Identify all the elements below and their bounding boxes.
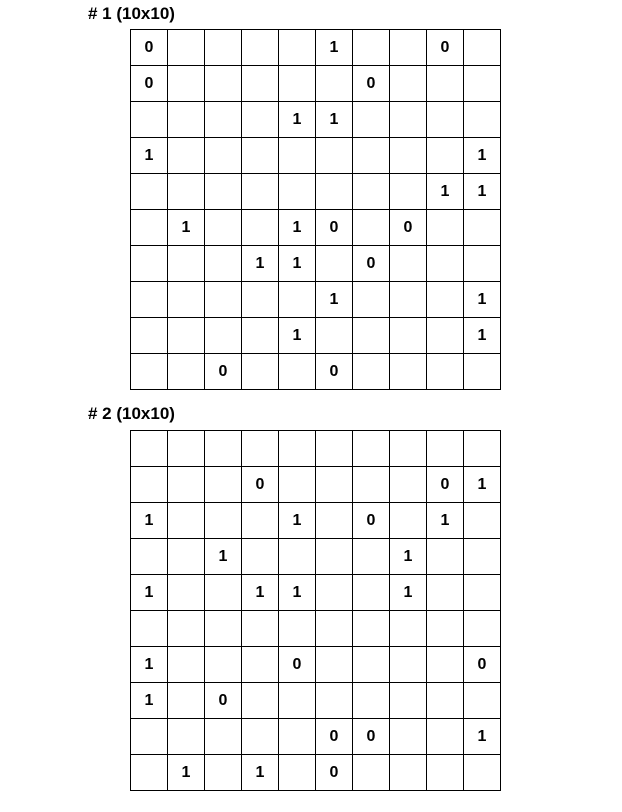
- grid-cell[interactable]: [353, 282, 390, 318]
- grid-cell[interactable]: [427, 354, 464, 390]
- grid-cell[interactable]: [316, 318, 353, 354]
- grid-cell[interactable]: 1: [131, 575, 168, 611]
- grid-row: [131, 431, 501, 467]
- grid-cell[interactable]: [242, 210, 279, 246]
- grid-cell[interactable]: [464, 683, 501, 719]
- grid-cell[interactable]: 0: [390, 210, 427, 246]
- grid-cell[interactable]: [242, 683, 279, 719]
- grid-cell[interactable]: [427, 138, 464, 174]
- grid-cell[interactable]: 1: [427, 174, 464, 210]
- grid-cell[interactable]: [316, 66, 353, 102]
- grid-cell[interactable]: [316, 611, 353, 647]
- grid-cell[interactable]: [168, 575, 205, 611]
- grid-cell[interactable]: [390, 611, 427, 647]
- grid-row: [131, 138, 501, 174]
- grid-cell[interactable]: [242, 66, 279, 102]
- grid-cell[interactable]: [242, 503, 279, 539]
- grid-cell[interactable]: [390, 503, 427, 539]
- grid-cell[interactable]: [242, 539, 279, 575]
- puzzle-1-title: # 1 (10x10): [88, 4, 175, 23]
- grid-row: [131, 719, 501, 755]
- grid-cell[interactable]: [279, 683, 316, 719]
- grid-cell[interactable]: [427, 539, 464, 575]
- grid-cell[interactable]: [168, 174, 205, 210]
- grid-cell[interactable]: [205, 719, 242, 755]
- grid-row: [131, 467, 501, 503]
- grid-cell[interactable]: [168, 246, 205, 282]
- grid-cell[interactable]: [390, 683, 427, 719]
- grid-cell[interactable]: [390, 647, 427, 683]
- grid-cell[interactable]: 0: [427, 30, 464, 66]
- grid-cell[interactable]: 0: [131, 30, 168, 66]
- grid-cell[interactable]: [353, 611, 390, 647]
- grid-cell[interactable]: [390, 30, 427, 66]
- grid-cell[interactable]: [353, 683, 390, 719]
- grid-cell[interactable]: 1: [464, 719, 501, 755]
- grid-cell[interactable]: [427, 66, 464, 102]
- grid-cell[interactable]: [427, 210, 464, 246]
- grid-cell[interactable]: [205, 467, 242, 503]
- grid-cell[interactable]: 1: [279, 575, 316, 611]
- grid-cell[interactable]: 1: [427, 503, 464, 539]
- grid-cell[interactable]: 1: [464, 467, 501, 503]
- grid-cell[interactable]: [205, 431, 242, 467]
- grid-row: [131, 647, 501, 683]
- grid-cell[interactable]: [279, 467, 316, 503]
- grid-cell[interactable]: 1: [168, 755, 205, 791]
- grid-cell[interactable]: [168, 354, 205, 390]
- grid-cell[interactable]: [353, 174, 390, 210]
- grid-cell[interactable]: 1: [279, 246, 316, 282]
- grid-row: [131, 318, 501, 354]
- grid-row: [131, 30, 501, 66]
- grid-cell[interactable]: [168, 138, 205, 174]
- grid-cell[interactable]: [353, 539, 390, 575]
- grid-cell[interactable]: [353, 210, 390, 246]
- grid-cell[interactable]: [390, 719, 427, 755]
- grid-row: [131, 611, 501, 647]
- grid-cell[interactable]: [353, 318, 390, 354]
- grid-cell[interactable]: [131, 354, 168, 390]
- grid-cell[interactable]: [131, 467, 168, 503]
- grid-cell[interactable]: [279, 138, 316, 174]
- grid-cell[interactable]: [353, 647, 390, 683]
- grid-cell[interactable]: [205, 102, 242, 138]
- grid-cell[interactable]: [464, 611, 501, 647]
- grid-cell[interactable]: 1: [242, 755, 279, 791]
- grid-row: [131, 539, 501, 575]
- grid-cell[interactable]: [390, 282, 427, 318]
- grid-cell[interactable]: [205, 318, 242, 354]
- grid-row: [131, 755, 501, 791]
- grid-cell[interactable]: 1: [316, 30, 353, 66]
- grid-cell[interactable]: [131, 102, 168, 138]
- grid-cell[interactable]: [242, 354, 279, 390]
- grid-cell[interactable]: [427, 647, 464, 683]
- grid-cell[interactable]: [427, 755, 464, 791]
- grid-cell[interactable]: [316, 174, 353, 210]
- grid-cell[interactable]: [168, 431, 205, 467]
- puzzle-2-grid: [130, 430, 501, 791]
- grid-cell[interactable]: 0: [205, 683, 242, 719]
- grid-cell[interactable]: 1: [279, 210, 316, 246]
- grid-cell[interactable]: 1: [390, 539, 427, 575]
- grid-cell[interactable]: [316, 683, 353, 719]
- grid-cell[interactable]: [390, 138, 427, 174]
- grid-cell[interactable]: [279, 66, 316, 102]
- grid-cell[interactable]: [316, 647, 353, 683]
- grid-cell[interactable]: [168, 318, 205, 354]
- grid-cell[interactable]: 1: [131, 647, 168, 683]
- grid-cell[interactable]: 1: [316, 282, 353, 318]
- grid-cell[interactable]: [390, 246, 427, 282]
- grid-cell[interactable]: 1: [464, 138, 501, 174]
- grid-cell[interactable]: 1: [464, 318, 501, 354]
- grid-cell[interactable]: [464, 575, 501, 611]
- grid-cell[interactable]: [131, 611, 168, 647]
- grid-cell[interactable]: [316, 539, 353, 575]
- grid-cell[interactable]: [242, 174, 279, 210]
- grid-cell[interactable]: 1: [205, 539, 242, 575]
- grid-cell[interactable]: [168, 102, 205, 138]
- grid-cell[interactable]: [205, 611, 242, 647]
- grid-cell[interactable]: [168, 683, 205, 719]
- grid-cell[interactable]: [131, 282, 168, 318]
- grid-cell[interactable]: 0: [205, 354, 242, 390]
- grid-cell[interactable]: 0: [316, 719, 353, 755]
- grid-cell[interactable]: [390, 354, 427, 390]
- grid-cell[interactable]: 1: [279, 102, 316, 138]
- grid-cell[interactable]: [131, 719, 168, 755]
- grid-cell[interactable]: [316, 138, 353, 174]
- grid-cell[interactable]: [168, 66, 205, 102]
- grid-cell[interactable]: [279, 30, 316, 66]
- grid-cell[interactable]: [427, 431, 464, 467]
- grid-cell[interactable]: [390, 467, 427, 503]
- grid-cell[interactable]: [427, 318, 464, 354]
- grid-row: [131, 282, 501, 318]
- grid-cell[interactable]: [279, 174, 316, 210]
- grid-row: [131, 575, 501, 611]
- grid-cell[interactable]: [427, 611, 464, 647]
- grid-cell[interactable]: [279, 719, 316, 755]
- grid-cell[interactable]: [390, 318, 427, 354]
- grid-cell[interactable]: 0: [279, 647, 316, 683]
- grid-cell[interactable]: [242, 719, 279, 755]
- grid-cell[interactable]: [427, 719, 464, 755]
- grid-cell[interactable]: [279, 354, 316, 390]
- grid-cell[interactable]: 0: [316, 354, 353, 390]
- grid-cell[interactable]: [353, 755, 390, 791]
- grid-cell[interactable]: [168, 503, 205, 539]
- grid-cell[interactable]: 1: [242, 246, 279, 282]
- grid-cell[interactable]: [464, 539, 501, 575]
- grid-cell[interactable]: [131, 174, 168, 210]
- grid-cell[interactable]: [464, 102, 501, 138]
- grid-cell[interactable]: 1: [464, 282, 501, 318]
- grid-cell[interactable]: [168, 719, 205, 755]
- grid-row: [131, 102, 501, 138]
- grid-cell[interactable]: [316, 431, 353, 467]
- grid-cell[interactable]: [279, 755, 316, 791]
- grid-row: [131, 354, 501, 390]
- grid-cell[interactable]: [205, 647, 242, 683]
- grid-row: [131, 683, 501, 719]
- grid-cell[interactable]: [464, 503, 501, 539]
- grid-cell[interactable]: 0: [353, 246, 390, 282]
- puzzle-2-title: # 2 (10x10): [88, 404, 175, 423]
- grid-cell[interactable]: [353, 354, 390, 390]
- grid-cell[interactable]: [168, 611, 205, 647]
- grid-cell[interactable]: 0: [353, 719, 390, 755]
- grid-cell[interactable]: 0: [316, 755, 353, 791]
- grid-cell[interactable]: 1: [390, 575, 427, 611]
- grid-cell[interactable]: [242, 431, 279, 467]
- grid-cell[interactable]: [205, 66, 242, 102]
- grid-cell[interactable]: [464, 66, 501, 102]
- grid-cell[interactable]: 1: [131, 503, 168, 539]
- grid-cell[interactable]: 1: [131, 138, 168, 174]
- grid-cell[interactable]: [353, 30, 390, 66]
- grid-cell[interactable]: 1: [279, 503, 316, 539]
- grid-cell[interactable]: [427, 102, 464, 138]
- grid-cell[interactable]: [353, 467, 390, 503]
- grid-cell[interactable]: [390, 66, 427, 102]
- grid-cell[interactable]: 0: [353, 66, 390, 102]
- grid-cell[interactable]: [316, 575, 353, 611]
- grid-cell[interactable]: [316, 467, 353, 503]
- grid-cell[interactable]: [205, 755, 242, 791]
- grid-cell[interactable]: [390, 755, 427, 791]
- grid-cell[interactable]: [427, 282, 464, 318]
- grid-cell[interactable]: [242, 138, 279, 174]
- grid-cell[interactable]: [316, 503, 353, 539]
- grid-cell[interactable]: [242, 647, 279, 683]
- grid-cell[interactable]: [242, 611, 279, 647]
- grid-cell[interactable]: [279, 431, 316, 467]
- grid-row: [131, 503, 501, 539]
- grid-cell[interactable]: [131, 318, 168, 354]
- grid-cell[interactable]: [242, 282, 279, 318]
- grid-cell[interactable]: 0: [242, 467, 279, 503]
- grid-cell[interactable]: 1: [131, 683, 168, 719]
- grid-cell[interactable]: [353, 575, 390, 611]
- grid-cell[interactable]: [131, 246, 168, 282]
- grid-cell[interactable]: [390, 431, 427, 467]
- grid-row: [131, 246, 501, 282]
- grid-cell[interactable]: [464, 755, 501, 791]
- grid-cell[interactable]: [168, 30, 205, 66]
- grid-cell[interactable]: [390, 102, 427, 138]
- grid-cell[interactable]: [427, 246, 464, 282]
- grid-cell[interactable]: [279, 282, 316, 318]
- grid-row: [131, 210, 501, 246]
- grid-cell[interactable]: [464, 354, 501, 390]
- grid-cell[interactable]: [279, 611, 316, 647]
- grid-cell[interactable]: 1: [242, 575, 279, 611]
- grid-cell[interactable]: [168, 539, 205, 575]
- grid-cell[interactable]: 0: [464, 647, 501, 683]
- grid-cell[interactable]: [390, 174, 427, 210]
- grid-row: [131, 66, 501, 102]
- grid-cell[interactable]: [464, 246, 501, 282]
- grid-cell[interactable]: [131, 539, 168, 575]
- grid-cell[interactable]: [168, 467, 205, 503]
- puzzle-1-grid: [130, 29, 501, 390]
- grid-cell[interactable]: 0: [353, 503, 390, 539]
- grid-cell[interactable]: 0: [427, 467, 464, 503]
- grid-cell[interactable]: [353, 431, 390, 467]
- grid-cell[interactable]: [242, 318, 279, 354]
- grid-cell[interactable]: 1: [168, 210, 205, 246]
- grid-cell[interactable]: [242, 102, 279, 138]
- grid-cell[interactable]: 0: [131, 66, 168, 102]
- grid-cell[interactable]: [427, 683, 464, 719]
- grid-cell[interactable]: [168, 282, 205, 318]
- grid-cell[interactable]: [131, 755, 168, 791]
- grid-cell[interactable]: [205, 30, 242, 66]
- grid-cell[interactable]: [131, 210, 168, 246]
- grid-cell[interactable]: [205, 174, 242, 210]
- grid-cell[interactable]: [427, 575, 464, 611]
- grid-cell[interactable]: [279, 539, 316, 575]
- grid-cell[interactable]: [316, 246, 353, 282]
- grid-cell[interactable]: [205, 282, 242, 318]
- grid-cell[interactable]: [205, 210, 242, 246]
- grid-cell[interactable]: [168, 647, 205, 683]
- grid-cell[interactable]: [353, 102, 390, 138]
- grid-cell[interactable]: 0: [316, 210, 353, 246]
- grid-cell[interactable]: 1: [464, 174, 501, 210]
- grid-cell[interactable]: [464, 30, 501, 66]
- grid-cell[interactable]: [464, 210, 501, 246]
- grid-cell[interactable]: [353, 138, 390, 174]
- grid-row: [131, 174, 501, 210]
- grid-cell[interactable]: [131, 431, 168, 467]
- grid-cell[interactable]: 1: [316, 102, 353, 138]
- grid-cell[interactable]: [205, 138, 242, 174]
- grid-cell[interactable]: 1: [279, 318, 316, 354]
- grid-cell[interactable]: [205, 575, 242, 611]
- grid-cell[interactable]: [205, 246, 242, 282]
- grid-cell[interactable]: [242, 30, 279, 66]
- grid-cell[interactable]: [464, 431, 501, 467]
- grid-cell[interactable]: [205, 503, 242, 539]
